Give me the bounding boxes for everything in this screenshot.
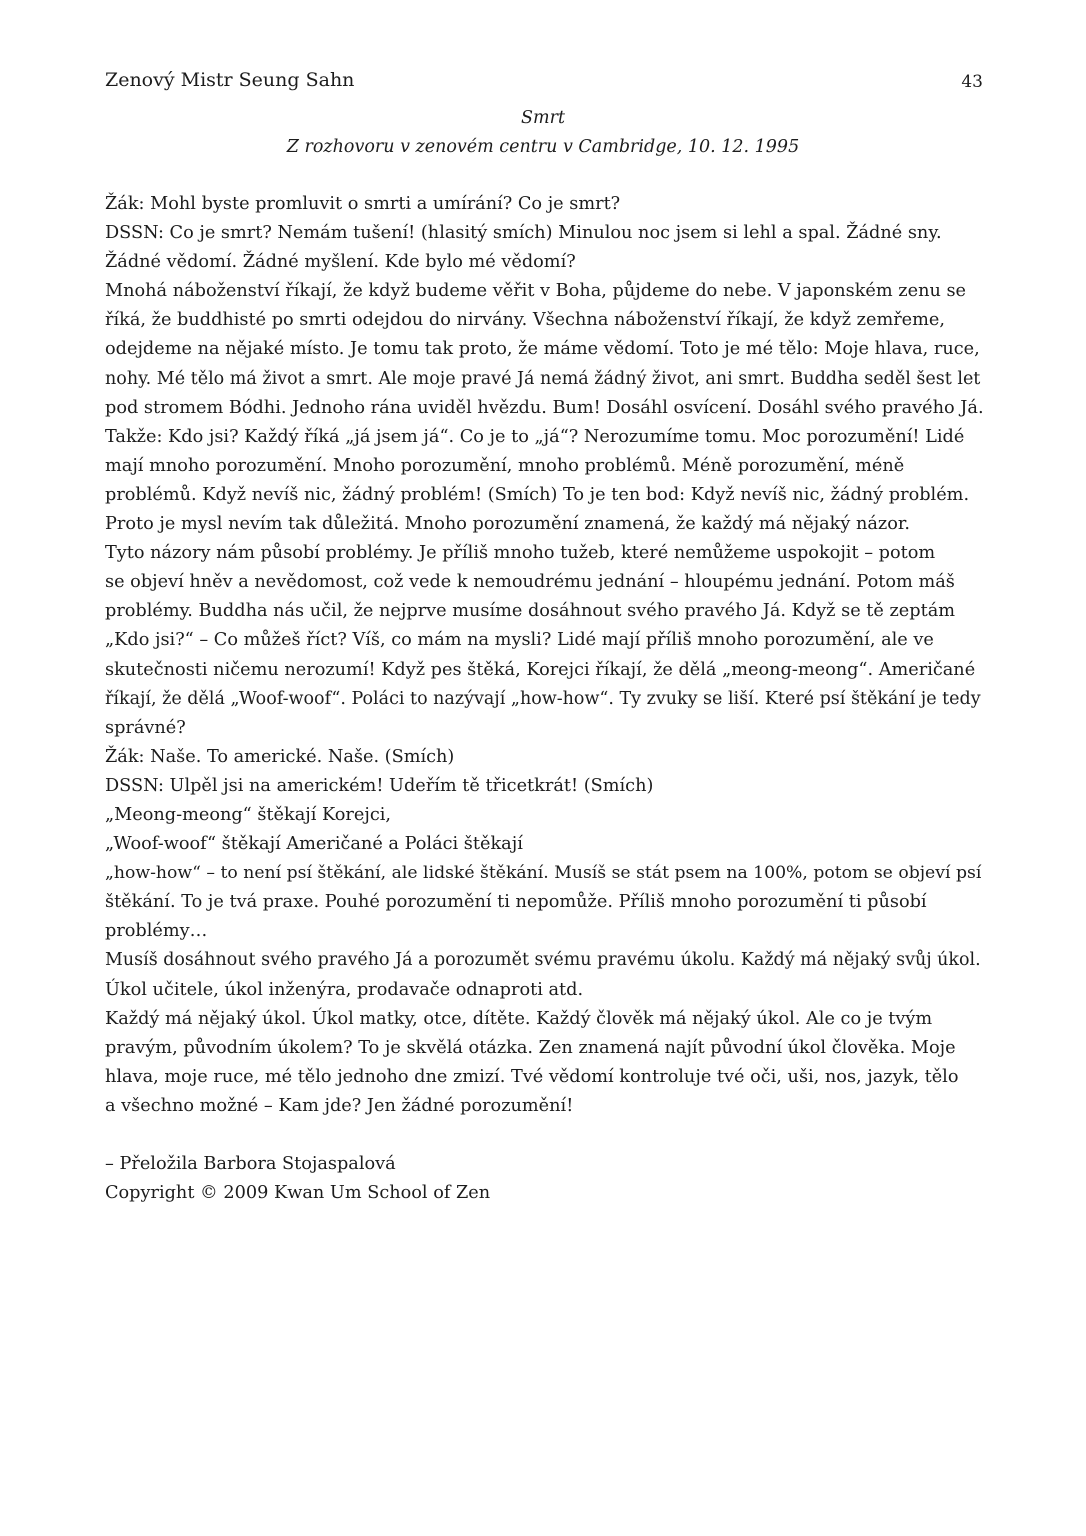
body-line: Proto je mysl nevím tak důležitá. Mnoho porozumění znamená, že každý má nějaký názor. — [105, 514, 910, 535]
body-line: „how-how“ – to není psí štěkání, ale lidské štěkání. Musíš se stát psem na 100%, potom se objeví psí — [105, 863, 982, 884]
body-line: říkají, že dělá „Woof-woof“. Poláci to nazývají „how-how“. Ty zvuky se liší. Které psí štěkání je tedy — [105, 688, 981, 709]
body-line: Žádné vědomí. Žádné myšlení. Kde bylo mé vědomí? — [105, 252, 576, 273]
body-line: skutečnosti ničemu nerozumí! Když pes štěká, Korejci říkají, že dělá „meong-meong“. Američané — [105, 659, 976, 680]
body-line: Musíš dosáhnout svého pravého Já a porozumět svému pravému úkolu. Každý má nějaký svůj úkol. — [105, 950, 981, 971]
body-line: říká, že buddhisté po smrti odejdou do nirvány. Všechna náboženství říkají, že když zemřeme, — [105, 310, 946, 331]
paragraph-gap — [105, 1121, 985, 1150]
body-line: problémů. Když nevíš nic, žádný problém! (Smích) To je ten bod: Když nevíš nic, žádný problém. — [105, 484, 970, 505]
body-line: problémy… — [105, 921, 208, 942]
body-line: a všechno možné – Kam jde? Jen žádné porozumění! — [105, 1095, 574, 1116]
article-title: Smrt — [521, 108, 565, 128]
page-number: 43 — [961, 72, 983, 92]
body-line: správné? — [105, 717, 186, 738]
body-line: Žák: Mohl byste promluvit o smrti a umírání? Co je smrt? — [105, 194, 621, 214]
article-subtitle: Z rozhovoru v zenovém centru v Cambridge, 10. 12. 1995 — [286, 137, 800, 157]
body-line: DSSN: Co je smrt? Nemám tušení! (hlasitý smích) Minulou noc jsem si lehl a spal. Žádné sny. — [105, 223, 942, 244]
body-line: „Meong-meong“ štěkají Korejci, — [105, 804, 392, 825]
body-line: Žák: Naše. To americké. Naše. (Smích) — [105, 746, 455, 767]
body-line: štěkání. To je tvá praxe. Pouhé porozumění ti nepomůže. Příliš mnoho porozumění ti působí — [105, 892, 927, 913]
translator-credit: – Přeložila Barbora Stojaspalová — [105, 1154, 396, 1175]
article-body — [105, 190, 985, 1208]
body-line: problémy. Buddha nás učil, že nejprve musíme dosáhnout svého pravého Já. Když se tě zeptám — [105, 601, 956, 622]
body-line: DSSN: Ulpěl jsi na americkém! Udeřím tě třicetkrát! (Smích) — [105, 775, 654, 796]
body-line: „Woof-woof“ štěkají Američané a Poláci štěkají — [105, 834, 523, 855]
body-line: Tyto názory nám působí problémy. Je příliš mnoho tužeb, které nemůžeme uspokojit – potom — [105, 543, 936, 564]
body-line: se objeví hněv a nevědomost, což vede k nemoudrému jednání – hloupému jednání. Potom máš — [105, 572, 955, 593]
body-line: mají mnoho porozumění. Mnoho porozumění, mnoho problémů. Méně porozumění, méně — [105, 455, 905, 476]
body-line: Úkol učitele, úkol inženýra, prodavače odnaproti atd. — [105, 979, 584, 1000]
body-line: pravým, původním úkolem? To je skvělá otázka. Zen znamená najít původní úkol člověka. Moje — [105, 1037, 956, 1058]
body-line: „Kdo jsi?“ – Co můžeš říct? Víš, co mám na mysli? Lidé mají příliš mnoho porozumění, ale ve — [105, 630, 934, 651]
body-line: nohy. Mé tělo má život a smrt. Ale moje pravé Já nemá žádný život, ani smrt. Buddha seděl šest let — [105, 368, 981, 389]
body-line: Mnohá náboženství říkají, že když budeme věřit v Boha, půjdeme do nebe. V japonském zenu se — [105, 281, 967, 302]
body-line: odejdeme na nějaké místo. Je tomu tak proto, že máme vědomí. Toto je mé tělo: Moje hlava, ruce, — [105, 339, 980, 360]
body-line: hlava, moje ruce, mé tělo jednoho dne zmizí. Tvé vědomí kontroluje tvé oči, uši, nos, jazyk, tělo — [105, 1066, 959, 1087]
body-line: Takže: Kdo jsi? Každý říká „já jsem já“. Co je to „já“? Nerozumíme tomu. Moc porozumění! Lidé — [105, 426, 965, 447]
body-line: Každý má nějaký úkol. Úkol matky, otce, dítěte. Každý člověk má nějaký úkol. Ale co je tvým — [105, 1008, 933, 1029]
copyright-notice: Copyright © 2009 Kwan Um School of Zen — [105, 1183, 491, 1204]
body-line: pod stromem Bódhi. Jednoho rána uviděl hvězdu. Bum! Dosáhl osvícení. Dosáhl svého pravého Já. — [105, 397, 984, 418]
running-head: Zenový Mistr Seung Sahn — [105, 69, 355, 91]
